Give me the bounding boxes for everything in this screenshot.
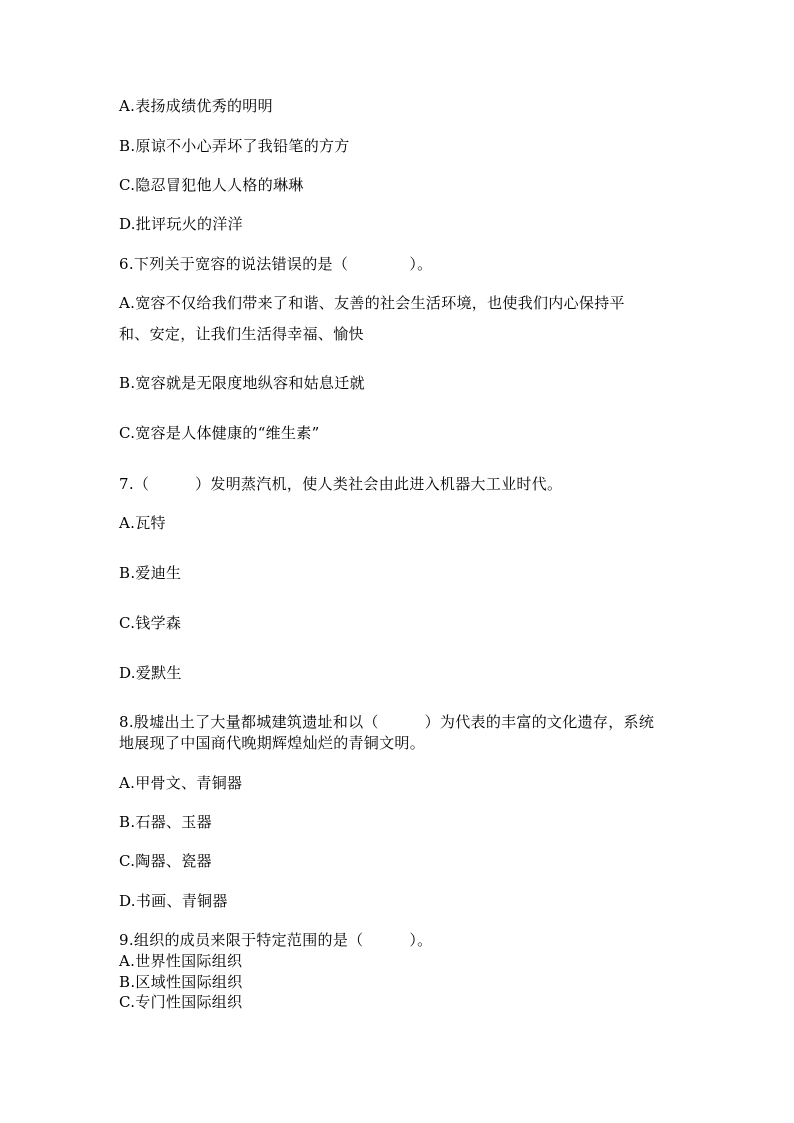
q7-option-d: D.爱默生 <box>119 664 182 682</box>
q7-question: 7.（ ）发明蒸汽机，使人类社会由此进入机器大工业时代。 <box>119 475 563 493</box>
q8-question-line1: 8.殷墟出土了大量都城建筑遗址和以（ ）为代表的丰富的文化遗存，系统 <box>119 713 655 731</box>
q5-option-b: B.原谅不小心弄坏了我铅笔的方方 <box>119 137 350 155</box>
q7-option-b: B.爱迪生 <box>119 564 182 582</box>
q6-option-b: B.宽容就是无限度地纵容和姑息迁就 <box>119 374 365 392</box>
q5-option-d: D.批评玩火的洋洋 <box>119 215 243 233</box>
q8-option-a: A.甲骨文、青铜器 <box>119 774 243 792</box>
q8-option-b: B.石器、玉器 <box>119 813 212 831</box>
q6-option-a-line1: A.宽容不仅给我们带来了和谐、友善的社会生活环境，也使我们内心保持平 <box>119 294 625 312</box>
q6-question: 6.下列关于宽容的说法错误的是（ ）。 <box>119 255 433 273</box>
q6-option-c: C.宽容是人体健康的“维生素” <box>119 424 320 442</box>
q6-option-a-line2: 和、安定，让我们生活得幸福、愉快 <box>119 325 364 343</box>
q9-option-c: C.专门性国际组织 <box>119 993 243 1011</box>
q8-question-line2: 地展现了中国商代晚期辉煌灿烂的青铜文明。 <box>119 734 426 752</box>
q9-option-a: A.世界性国际组织 <box>119 952 243 970</box>
q9-option-b: B.区域性国际组织 <box>119 973 243 991</box>
q9-question: 9.组织的成员来限于特定范围的是（ ）。 <box>119 931 433 949</box>
q5-option-a: A.表扬成绩优秀的明明 <box>119 97 273 115</box>
q5-option-c: C.隐忍冒犯他人人格的琳琳 <box>119 176 304 194</box>
q8-option-c: C.陶器、瓷器 <box>119 852 212 870</box>
q7-option-c: C.钱学森 <box>119 614 182 632</box>
q8-option-d: D.书画、青铜器 <box>119 892 228 910</box>
q7-option-a: A.瓦特 <box>119 514 166 532</box>
